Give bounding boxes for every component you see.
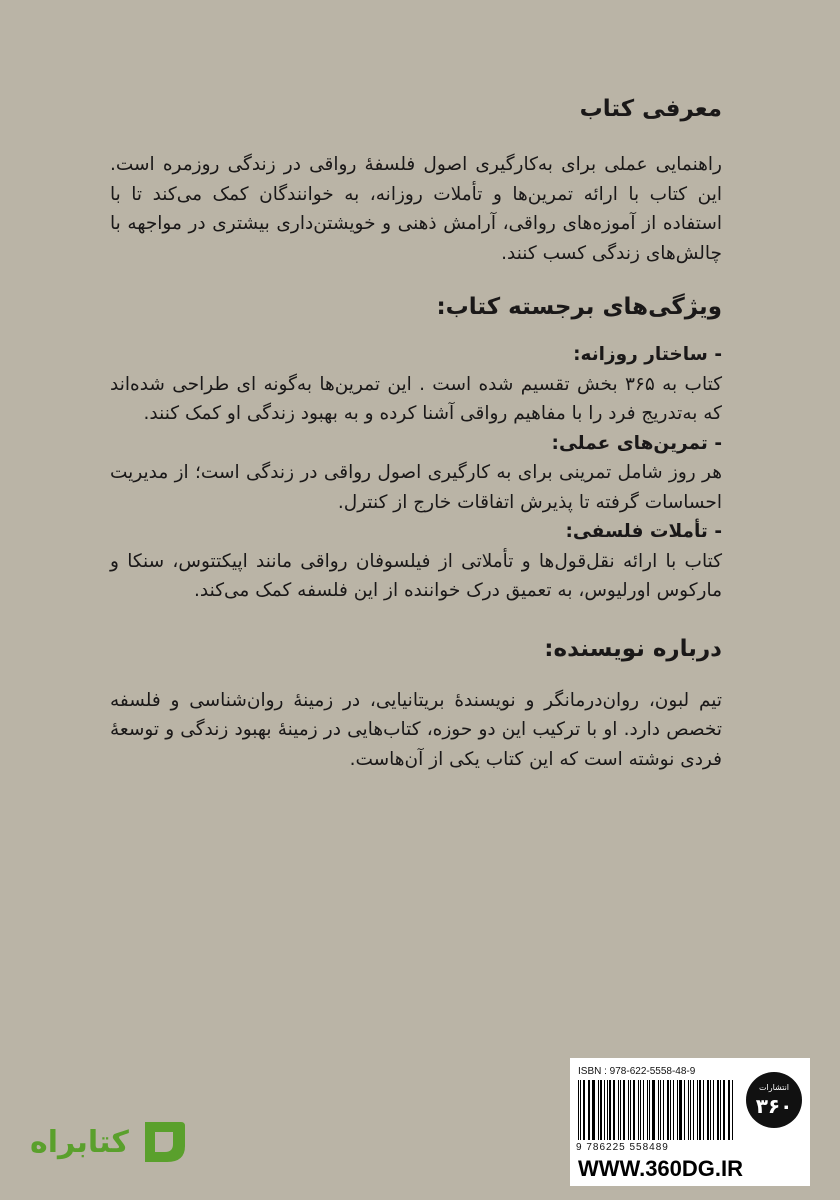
description-column <box>110 92 722 774</box>
feature-label: - تأملات فلسفی: <box>565 521 722 542</box>
logo-text: کتابراه <box>30 1124 129 1160</box>
about-paragraph: تیم لبون، روان‌درمانگر و نویسندۀ بریتانیایی، در زمینۀ روان‌شناسی و فلسفه تخصص دارد. او با ترکیب این دو حوزه، کتاب‌هایی در زمینۀ بهبود زندگی و توسعۀ فردی نوشته است که این کتاب یکی از آن‌هاست. <box>110 689 722 770</box>
about-heading: درباره نویسنده: <box>544 635 722 662</box>
publisher-logo-icon <box>744 1070 804 1130</box>
feature-item <box>110 517 722 606</box>
barcode-number: 9 786225 558489 <box>576 1142 669 1153</box>
publisher-website: WWW.360DG.IR <box>578 1156 744 1181</box>
feature-label: - ساختار روزانه: <box>573 344 722 365</box>
feature-text: کتاب به ۳۶۵ بخش تقسیم شده است . این تمرین‌ها به‌گونه ای طراحی شده‌اند که به‌تدریج فرد را با مفاهیم رواقی آشنا کرده و به بهبود زندگی او کمک کنند. <box>110 373 722 424</box>
intro-heading: معرفی کتاب <box>579 96 722 122</box>
intro-paragraph: راهنمایی عملی برای به‌کارگیری اصول فلسفۀ رواقی در زندگی روزمره است. این کتاب با ارائه تمرین‌ها و تأملات روزانه، به خوانندگان کمک می‌کند تا با استفاده از آموزه‌های رواقی، آرامش ذهنی و خویشتن‌داری بیشتری در مواجهه با چالش‌های زندگی کسب کنند. <box>110 154 722 264</box>
ketabrah-logo-icon <box>137 1116 189 1168</box>
publisher-label: انتشارات <box>758 1083 790 1092</box>
feature-item <box>110 429 722 518</box>
publisher-number: ۳۶۰ <box>755 1094 793 1118</box>
isbn-text: ISBN : 978-622-5558-48-9 <box>578 1066 696 1077</box>
feature-text: کتاب با ارائه نقل‌قول‌ها و تأملاتی از فیلسوفان رواقی مانند اپیکتتوس، سنکا و مارکوس اورلیوس، به تعمیق درک خواننده از این فلسفه کمک می‌کند. <box>110 550 722 601</box>
feature-text: هر روز شامل تمرینی برای به کارگیری اصول رواقی در زندگی است؛ از مدیریت احساسات گرفته تا پذیرش اتفاقات خارج از کنترل. <box>110 462 722 513</box>
barcode-bars-icon <box>578 1080 736 1140</box>
barcode-panel <box>570 1058 810 1186</box>
ketabrah-logo <box>30 1110 220 1174</box>
feature-label: - تمرین‌های عملی: <box>551 432 722 454</box>
feature-item <box>110 340 722 429</box>
features-heading: ویژگی‌های برجسته کتاب: <box>436 294 722 320</box>
